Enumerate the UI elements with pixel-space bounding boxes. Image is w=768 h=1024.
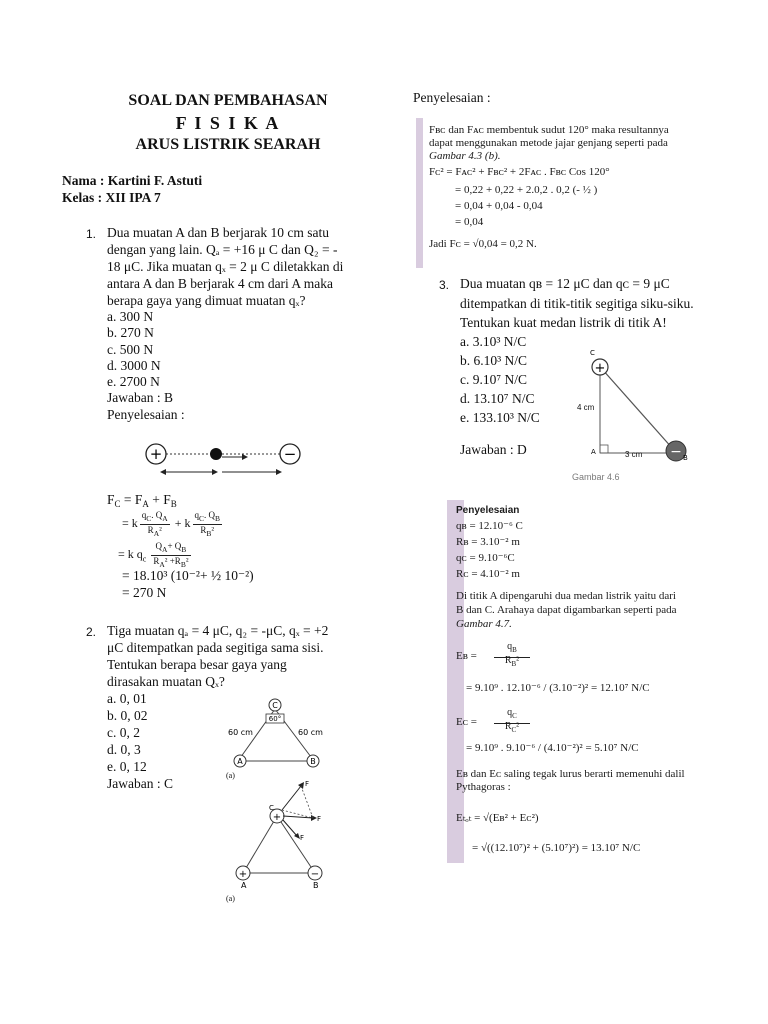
q2-number: 2.: [86, 625, 97, 639]
q3-option: c. 9.10⁷ N/C: [460, 372, 527, 387]
svg-text:A: A: [241, 881, 247, 890]
q1-result: = 270 N: [122, 585, 167, 600]
scan1-line: Jadi Fᴄ = √0,04 = 0,2 N.: [429, 238, 537, 250]
q3-line: Dua muatan qʙ = 12 μC dan qᴄ = 9 μC: [460, 276, 670, 291]
scan2-given: Rʙ = 3.10⁻² m: [456, 536, 520, 548]
q3-right-triangle-figure: [575, 345, 705, 485]
student-name: Nama : Kartini F. Astuti: [62, 173, 203, 188]
svg-text:C: C: [272, 701, 278, 710]
svg-text:−: −: [670, 444, 682, 460]
scan2-eb-den: $R_B^2$: [504, 655, 520, 668]
q2-line: Tentukan berapa besar gaya yang: [107, 657, 287, 672]
q1-option: d. 3000 N: [107, 358, 161, 373]
q1-formula-fc: $F_C = F_A + F_B$: [107, 492, 177, 509]
scan2-solution: [456, 500, 706, 863]
q3-answer: Jawaban : D: [460, 442, 527, 457]
q1-option: a. 300 N: [107, 309, 154, 324]
q3-option: a. 3.10³ N/C: [460, 334, 527, 349]
scan2-ec-num: $q_C$: [494, 706, 530, 724]
scan2-given: qʙ = 12.10⁻⁶ C: [456, 520, 523, 532]
scan2-etot-result: = √((12.10⁷)² + (5.10⁷)²) = 13.10⁷ N/C: [472, 842, 641, 854]
svg-text:+: +: [272, 812, 282, 823]
scan2-ec-calc: = 9.10⁹ . 9.10⁻⁶ / (4.10⁻²)² = 5.10⁷ N/C: [466, 742, 639, 754]
q2-option: c. 0, 2: [107, 725, 140, 740]
q2-answer: Jawaban : C: [107, 776, 173, 791]
svg-text:60 cm: 60 cm: [228, 728, 253, 737]
student-class: Kelas : XII IPA 7: [62, 190, 161, 205]
svg-text:B: B: [683, 454, 688, 462]
scan2-etot: Eₜₒₜ = √(Eʙ² + Eᴄ²): [456, 812, 539, 824]
scan2-given: qᴄ = 9.10⁻⁶C: [456, 552, 515, 564]
scan1-line: Fʙᴄ dan Fᴀᴄ membentuk sudut 120° maka resultannya: [429, 124, 669, 136]
svg-text:F: F: [300, 834, 305, 842]
svg-text:B: B: [310, 757, 316, 766]
q1-formula-kq: = k $q_c$ $\frac{Q_A+ Q_B}{R_A^2 +R_B^2}$: [118, 541, 189, 569]
right-solution-label: Penyelesaian :: [413, 90, 491, 105]
scan1-line: dapat menggunakan metode jajar genjang seperti pada: [429, 137, 668, 149]
svg-text:60 cm: 60 cm: [298, 728, 323, 737]
q1-formula-k: = k $\frac{q_C. Q_A}{R_A^2}$ + k $\frac{q_C. Q_B}{R_B^2}$: [122, 510, 221, 538]
q3-fig-caption: Gambar 4.6: [572, 472, 620, 482]
q1-answer: Jawaban : B: [107, 390, 173, 405]
q2-option: e. 0, 12: [107, 759, 147, 774]
svg-text:C: C: [269, 804, 274, 812]
svg-text:A: A: [591, 448, 596, 456]
doc-topic: ARUS LISTRIK SEARAH: [135, 136, 321, 153]
charge-c-icon: [210, 448, 222, 460]
q2-option: a. 0, 01: [107, 691, 147, 706]
q2-force-figure: [225, 778, 345, 893]
q2-triangle-figure: [220, 695, 340, 780]
q2-fig-b-caption: (a): [226, 894, 235, 903]
q1-line: Dua muatan A dan B berjarak 10 cm satu: [107, 225, 329, 240]
q3-option: b. 6.10³ N/C: [460, 353, 528, 368]
scan1-line: Fᴄ² = Fᴀᴄ² + Fʙᴄ² + 2Fᴀᴄ . Fʙᴄ Cos 120°: [429, 166, 610, 178]
q1-solution-label: Penyelesaian :: [107, 407, 185, 422]
q3-line: Tentukan kuat medan listrik di titik A!: [460, 315, 667, 330]
svg-text:−: −: [283, 445, 297, 463]
scan2-pyth: Pythagoras :: [456, 781, 511, 793]
doc-title: SOAL DAN PEMBAHASAN: [128, 92, 328, 109]
scan1-line: = 0,22 + 0,22 + 2.0,2 . 0,2 (- ½ ): [455, 184, 598, 196]
q2-option: b. 0, 02: [107, 708, 148, 723]
scan1-line: = 0,04: [455, 216, 484, 228]
doc-subject: F I S I K A: [175, 113, 281, 133]
svg-text:+: +: [594, 361, 606, 376]
svg-text:−: −: [310, 869, 320, 880]
q3-option: d. 13.10⁷ N/C: [460, 391, 535, 406]
q1-option: b. 270 N: [107, 325, 154, 340]
q1-number: 1.: [86, 227, 97, 241]
scan2-text: Di titik A dipengaruhi dua medan listrik yaitu dari: [456, 590, 676, 602]
scan2-eb-calc: = 9.10⁹ . 12.10⁻⁶ / (3.10⁻²)² = 12.10⁷ N/C: [466, 682, 650, 694]
q1-option: c. 500 N: [107, 342, 154, 357]
svg-text:+: +: [238, 869, 248, 880]
q2-fig-a-caption: (a): [226, 771, 235, 780]
svg-text:F: F: [317, 815, 322, 823]
scan2-pyth: Eʙ dan Eᴄ saling tegak lurus berarti memenuhi dalil: [456, 768, 685, 780]
q1-line: 18 μC. Jika muatan qₓ = 2 μ C diletakkan di: [107, 259, 344, 274]
q2-line: μC ditempatkan pada segitiga sama sisi.: [107, 640, 324, 655]
svg-text:60°: 60°: [268, 715, 282, 723]
scan1-border: [416, 118, 423, 268]
q2-line: dirasakan muatan Qₓ?: [107, 674, 225, 689]
scan2-ec-den: $R_C^2$: [504, 721, 520, 734]
q1-line: antara A dan B berjarak 4 cm dari A maka: [107, 276, 334, 291]
q3-fig-3cm: 3 cm: [625, 450, 643, 459]
q3-line: ditempatkan di titik-titik segitiga siku-siku.: [460, 296, 694, 311]
scan1-line: = 0,04 + 0,04 - 0,04: [455, 200, 543, 212]
q1-calc: = 18.10³ (10⁻²+ ½ 10⁻²): [122, 568, 254, 583]
svg-text:+: +: [149, 445, 163, 463]
scan2-text: Gambar 4.7.: [456, 618, 512, 630]
q3-fig-4cm: 4 cm: [577, 403, 595, 412]
svg-text:C: C: [590, 349, 595, 357]
svg-text:B: B: [313, 881, 319, 890]
scan2-eb-def: Eʙ =: [456, 650, 477, 662]
q3-number: 3.: [439, 278, 450, 292]
q2-option: d. 0, 3: [107, 742, 141, 757]
svg-text:F: F: [305, 780, 310, 788]
scan2-eb-num: $q_B$: [494, 640, 530, 658]
q1-line: berapa gaya yang dimuat muatan qₓ?: [107, 293, 306, 308]
q1-option: e. 2700 N: [107, 374, 160, 389]
scan2-ec-def: Eᴄ =: [456, 716, 477, 728]
q1-charge-diagram: [140, 440, 310, 480]
scan2-title: Penyelesaian: [456, 505, 520, 516]
scan1-line: Gambar 4.3 (b).: [429, 150, 501, 162]
scan2-given: Rᴄ = 4.10⁻² m: [456, 568, 520, 580]
scan1-solution: [423, 118, 713, 268]
q3-option: e. 133.10³ N/C: [460, 410, 540, 425]
scan2-text: B dan C. Arahaya dapat digambarkan seperti pada: [456, 604, 677, 616]
q2-line: Tiga muatan qₐ = 4 μC, q₂ = -μC, qₓ = +2: [107, 623, 329, 638]
q1-line: dengan yang lain. Qₐ = +16 μ C dan Q₂ = -: [107, 242, 338, 257]
svg-text:A: A: [237, 757, 243, 766]
